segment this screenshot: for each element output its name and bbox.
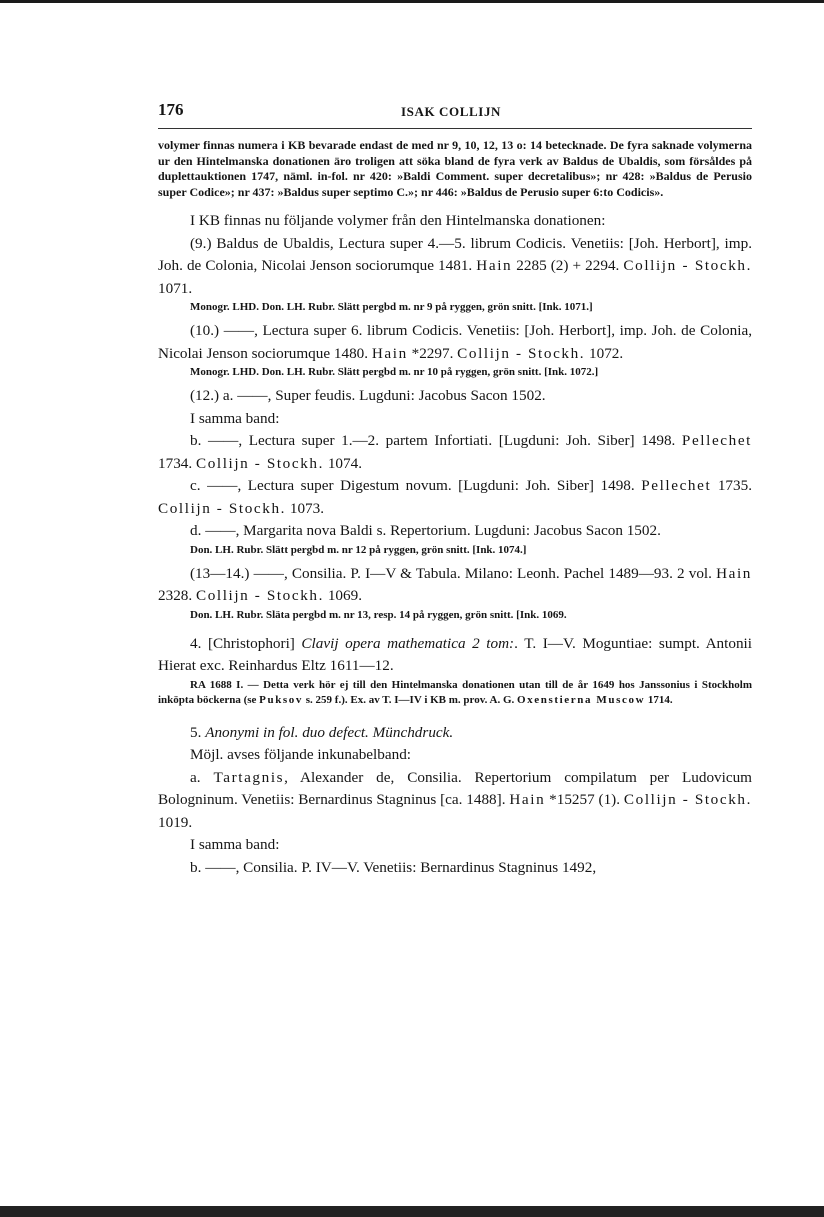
scan-top-edge: [0, 0, 824, 3]
running-head: ISAK COLLIJN: [401, 104, 502, 119]
entry-5b: b. ——, Consilia. P. IV—V. Venetiis: Bernardinus Stagninus 1492,: [190, 858, 597, 876]
page-number: 176: [158, 100, 184, 119]
entry-12-same-volume: I samma band:: [190, 409, 280, 427]
entry-4: 4. [Christophori] Clavij opera mathematica 2 tom:. T. I—V. Moguntiae: sumpt. Antonii Hierat exc. Reinhardus Eltz 1611—12.: [158, 634, 752, 674]
entry-5a: a. Tartagnis, Alexander de, Consilia. Repertorium compilatum per Ludovicum Bologninum. Venetiis: Bernardinus Stagninus [ca. 1488]. Hain *15257 (1). Collijn - Stockh. 1019.: [158, 768, 753, 831]
page-body: [158, 138, 752, 879]
entry-10-note: Monogr. LHD. Don. LH. Rubr. Slätt pergbd m. nr 10 på ryggen, grön snitt. [Ink. 1072.]: [190, 366, 599, 378]
entry-9: (9.) Baldus de Ubaldis, Lectura super 4.—5. librum Codicis. Venetiis: [Joh. Herbort], imp. Joh. de Colonia, Nicolai Jenson sociorumque 1481. Hain 2285 (2) + 2294. Collijn - Stockh. 1071.: [158, 234, 753, 297]
entry-12-note: Don. LH. Rubr. Slätt pergbd m. nr 12 på ryggen, grön snitt. [Ink. 1074.]: [190, 543, 527, 556]
scan-bottom-edge: [0, 1206, 824, 1217]
entry-13-14: (13—14.) ——, Consilia. P. I—V & Tabula. Milano: Leonh. Pachel 1489—93. 2 vol. Hain 2328. Collijn - Stockh. 1069.: [158, 564, 752, 604]
entry-12c: c. ——, Lectura super Digestum novum. [Lugduni: Joh. Siber] 1498. Pellechet 1735. Collijn - Stockh. 1073.: [158, 477, 752, 517]
page-header: [158, 98, 752, 129]
entry-12d: d. ——, Margarita nova Baldi s. Repertorium. Lugduni: Jacobus Sacon 1502.: [190, 522, 661, 539]
section-heading: I KB finnas nu följande volymer från den Hintelmanska donationen:: [190, 212, 606, 229]
entry-12a: (12.) a. ——, Super feudis. Lugduni: Jacobus Sacon 1502.: [190, 387, 546, 404]
entry-5-subtitle: Möjl. avses följande inkunabelband:: [190, 746, 412, 763]
entry-10: (10.) ——, Lectura super 6. librum Codicis. Venetiis: [Joh. Herbort], imp. Joh. de Colonia, Nicolai Jenson sociorumque 1480. Hain *2297. Collijn - Stockh. 1072.: [158, 322, 752, 362]
entry-4-note: RA 1688 I. — Detta verk hör ej till den Hintelmanska donationen utan till de år 1649 hos Janssonius i Stockholm inköpta böckerna (se Puksov s. 259 f.). Ex. av T. I—IV i KB m. prov. A. G. Oxenstierna Muscow 1714.: [158, 678, 752, 706]
entry-13-14-note: Don. LH. Rubr. Släta pergbd m. nr 13, resp. 14 på ryggen, grön snitt. [Ink. 1069.: [190, 608, 567, 621]
entry-9-note: Monogr. LHD. Don. LH. Rubr. Slätt pergbd m. nr 9 på ryggen, grön snitt. [Ink. 1071.]: [190, 301, 593, 313]
intro-paragraph: volymer finnas numera i KB bevarade endast de med nr 9, 10, 12, 13 o: 14 betecknade. De fyra saknade volymerna ur den Hintelmanska donationen äro troligen att söka bland de fyra verk av Baldus de Ubaldis, som försåldes på duplettauktionen 1747, näml. in-fol. nr 420: »Baldi Comment. super decretalibus»; nr 428: »Baldus de Perusio super Codice»; nr 437: »Baldus super septimo C.»; nr 446: »Baldus de Perusio super 6:to Codicis».: [158, 138, 752, 199]
entry-5: 5. Anonymi in fol. duo defect. Münchdruck.: [190, 723, 454, 741]
entry-12b: b. ——, Lectura super 1.—2. partem Infortiati. [Lugduni: Joh. Siber] 1498. Pellechet 1734. Collijn - Stockh. 1074.: [158, 432, 752, 472]
entry-5-same-volume: I samma band:: [190, 836, 280, 853]
